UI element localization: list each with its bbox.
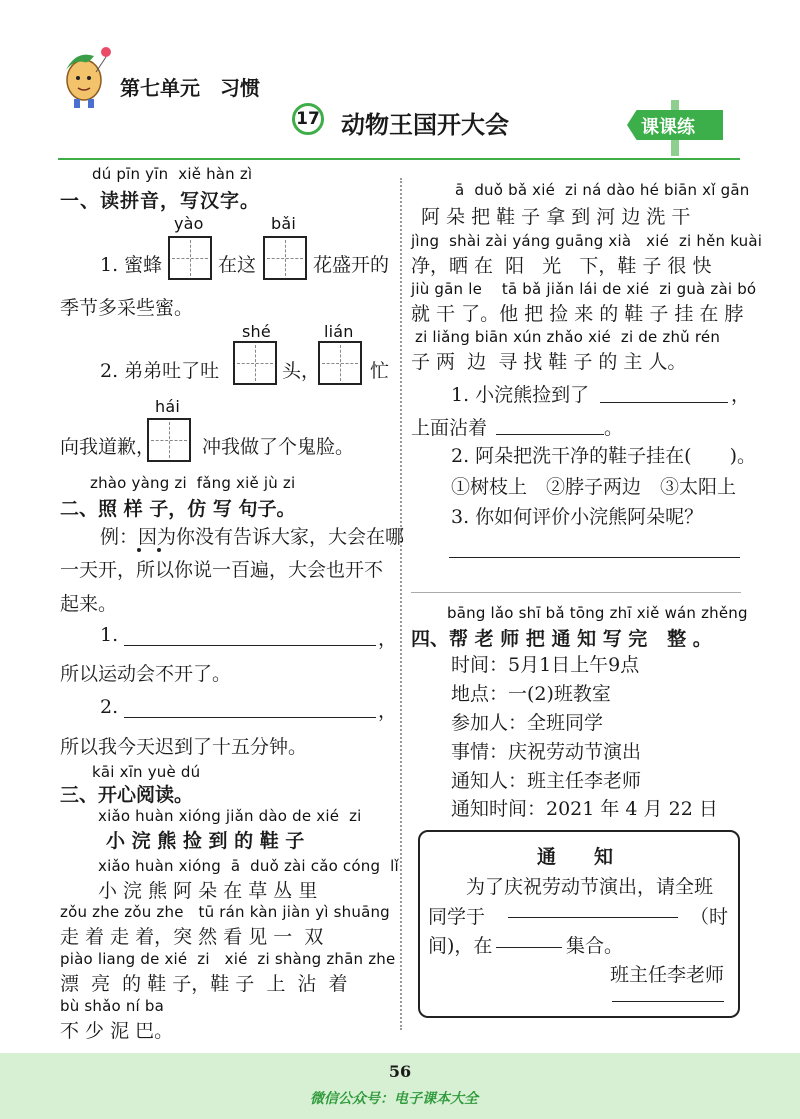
notice-line2-a: 同学于 (428, 906, 486, 928)
answer-box-she[interactable] (233, 341, 277, 385)
pinyin-bai: bǎi (271, 214, 297, 233)
q2-text-a: 2. 弟弟吐了吐 (100, 360, 220, 382)
notice-line2-b: （时 (690, 906, 729, 928)
story-line5-pinyin: ā duǒ bǎ xié zi ná dào hé biān xǐ gān (455, 181, 750, 199)
story-line8: 子 两 边 寻 找 鞋 子 的 主 人。 (411, 351, 687, 373)
lesson-title: 动物王国开大会 (341, 110, 509, 139)
imitate-q1-comma: ， (378, 628, 398, 650)
unit-title: 第七单元 习惯 (120, 76, 260, 100)
pinyin-yao: yào (174, 214, 204, 233)
imitate-q2-blank[interactable] (124, 716, 376, 718)
q1-text-d: 季节多采些蜜。 (60, 297, 194, 319)
page-number: 56 (388, 1062, 412, 1081)
notice-time-blank[interactable] (508, 916, 678, 918)
story-line2: 走 着 走 着，突 然 看 见 一 双 (60, 926, 324, 948)
story-line4: 不 少 泥 巴。 (60, 1020, 174, 1042)
answer-box-yao[interactable] (168, 236, 212, 280)
section3-pinyin: kāi xīn yuè dú (92, 763, 201, 781)
badge-label: 课课练 (641, 117, 695, 138)
imitate-q1-number: 1. (100, 624, 119, 646)
example-line3: 起来。 (60, 593, 118, 615)
notice-info-event: 事情：庆祝劳动节演出 (451, 741, 642, 763)
notice-info-attendees: 参加人：全班同学 (451, 712, 604, 734)
section4-title: 四、帮 老 师 把 通 知 写 完 整 。 (411, 628, 712, 650)
example-line2: 一天开，所以你说一百遍，大会也开不 (60, 559, 384, 581)
answer-box-bai[interactable] (263, 236, 307, 280)
imitate-q1-blank[interactable] (124, 644, 376, 646)
story-line6-pinyin: jìng shài zài yáng guāng xià xié zi hěn kuài (411, 232, 763, 250)
reading-q1-blank1[interactable] (600, 401, 728, 403)
section2-pinyin: zhào yàng zi fǎng xiě jù zi (90, 474, 296, 492)
notice-title: 通 知 (537, 846, 614, 868)
answer-box-hai[interactable] (147, 418, 191, 462)
story-line2-pinyin: zǒu zhe zǒu zhe tū rán kàn jiàn yì shuāng (60, 903, 390, 921)
reading-q1-a: 1. 小浣熊捡到了 (451, 384, 590, 406)
story-title: 小 浣 熊 捡 到 的 鞋 子 (106, 830, 305, 852)
notice-line3-a: 间)，在 (428, 935, 493, 957)
mascot-icon (54, 44, 118, 110)
story-title-pinyin: xiǎo huàn xióng jiǎn dào de xié zi (98, 807, 362, 825)
imitate-q2-comma: ， (378, 700, 398, 722)
column-divider (400, 178, 402, 1030)
story-line8-pinyin: zi liǎng biān xún zhǎo xié zi de zhǔ rén (415, 328, 721, 346)
header-rule (58, 158, 740, 160)
notice-line1: 为了庆祝劳动节演出，请全班 (466, 876, 714, 898)
story-line7: 就 干 了。他 把 捡 来 的 鞋 子 挂 在 脖 (411, 303, 744, 325)
notice-info-time: 时间：5月1日上午9点 (451, 654, 640, 676)
pinyin-lian: lián (324, 322, 354, 341)
story-line5: 阿 朵 把 鞋 子 拿 到 河 边 洗 干 (421, 206, 691, 228)
reading-q1-c: 上面沾着 (411, 417, 488, 439)
reading-q1-d: 。 (604, 417, 624, 439)
story-line3: 漂 亮 的 鞋 子，鞋 子 上 沾 着 (60, 973, 348, 995)
imitate-q1-tail: 所以运动会不开了。 (60, 663, 232, 685)
story-line1: 小 浣 熊 阿 朵 在 草 丛 里 (98, 880, 318, 902)
section1-pinyin: dú pīn yīn xiě hàn zì (92, 165, 253, 183)
q2-text-c: 忙 (370, 360, 390, 382)
source-credit: 微信公众号：电子课本大全 (310, 1091, 478, 1107)
section2-title: 二、照 样 子，仿 写 句子。 (60, 498, 296, 520)
q1-text-c: 花盛开的 (313, 254, 390, 276)
reading-q1-blank2[interactable] (496, 433, 604, 435)
notice-line3-b: 集合。 (566, 935, 624, 957)
reading-q2-options: ①树枝上 ②脖子两边 ③太阳上 (451, 476, 737, 498)
notice-date-blank[interactable] (612, 1000, 724, 1002)
emphasis-dots (137, 548, 197, 554)
badge-signpost (627, 100, 725, 156)
lesson-number-badge: 17 (292, 103, 324, 135)
story-line6: 净，晒 在 阳 光 下，鞋 子 很 快 (411, 255, 712, 277)
q1-text-a: 1. 蜜蜂 (100, 254, 163, 276)
example-line1: 例：因为你没有告诉大家，大会在哪 (100, 526, 405, 548)
q1-text-b: 在这 (218, 254, 257, 276)
story-line4-pinyin: bù shǎo ní ba (60, 997, 165, 1015)
notice-info-notifier: 通知人：班主任李老师 (451, 770, 642, 792)
q2-text-b: 头， (282, 360, 321, 382)
answer-box-lian[interactable] (318, 341, 362, 385)
pinyin-hai: hái (155, 397, 180, 416)
notice-info-date: 通知时间：2021 年 4 月 22 日 (451, 798, 718, 820)
story-line1-pinyin: xiǎo huàn xióng ā duǒ zài cǎo cóng lǐ (98, 857, 399, 875)
imitate-q2-tail: 所以我今天迟到了十五分钟。 (60, 736, 308, 758)
reading-q2: 2. 阿朵把洗干净的鞋子挂在( )。 (451, 445, 756, 467)
section-divider (411, 592, 741, 593)
pinyin-she: shé (242, 322, 271, 341)
q2-text-d: 向我道歉， (60, 436, 156, 458)
reading-q3-blank[interactable] (449, 556, 740, 558)
section1-title: 一、读拼音，写汉字。 (60, 190, 261, 212)
notice-info-place: 地点：一(2)班教室 (451, 683, 611, 705)
notice-signature: 班主任李老师 (610, 964, 725, 986)
reading-q1-b: ， (731, 384, 751, 406)
section3-title: 三、开心阅读。 (60, 784, 194, 806)
story-line3-pinyin: piào liang de xié zi xié zi shàng zhān zhe (60, 950, 396, 968)
notice-place-blank[interactable] (496, 946, 562, 948)
reading-q3: 3. 你如何评价小浣熊阿朵呢？ (451, 506, 704, 528)
story-line7-pinyin: jiù gān le tā bǎ jiǎn lái de xié zi guà zài bó (411, 280, 757, 298)
section4-pinyin: bāng lǎo shī bǎ tōng zhī xiě wán zhěng (447, 604, 748, 622)
imitate-q2-number: 2. (100, 696, 119, 718)
q2-text-e: 冲我做了个鬼脸。 (202, 436, 355, 458)
